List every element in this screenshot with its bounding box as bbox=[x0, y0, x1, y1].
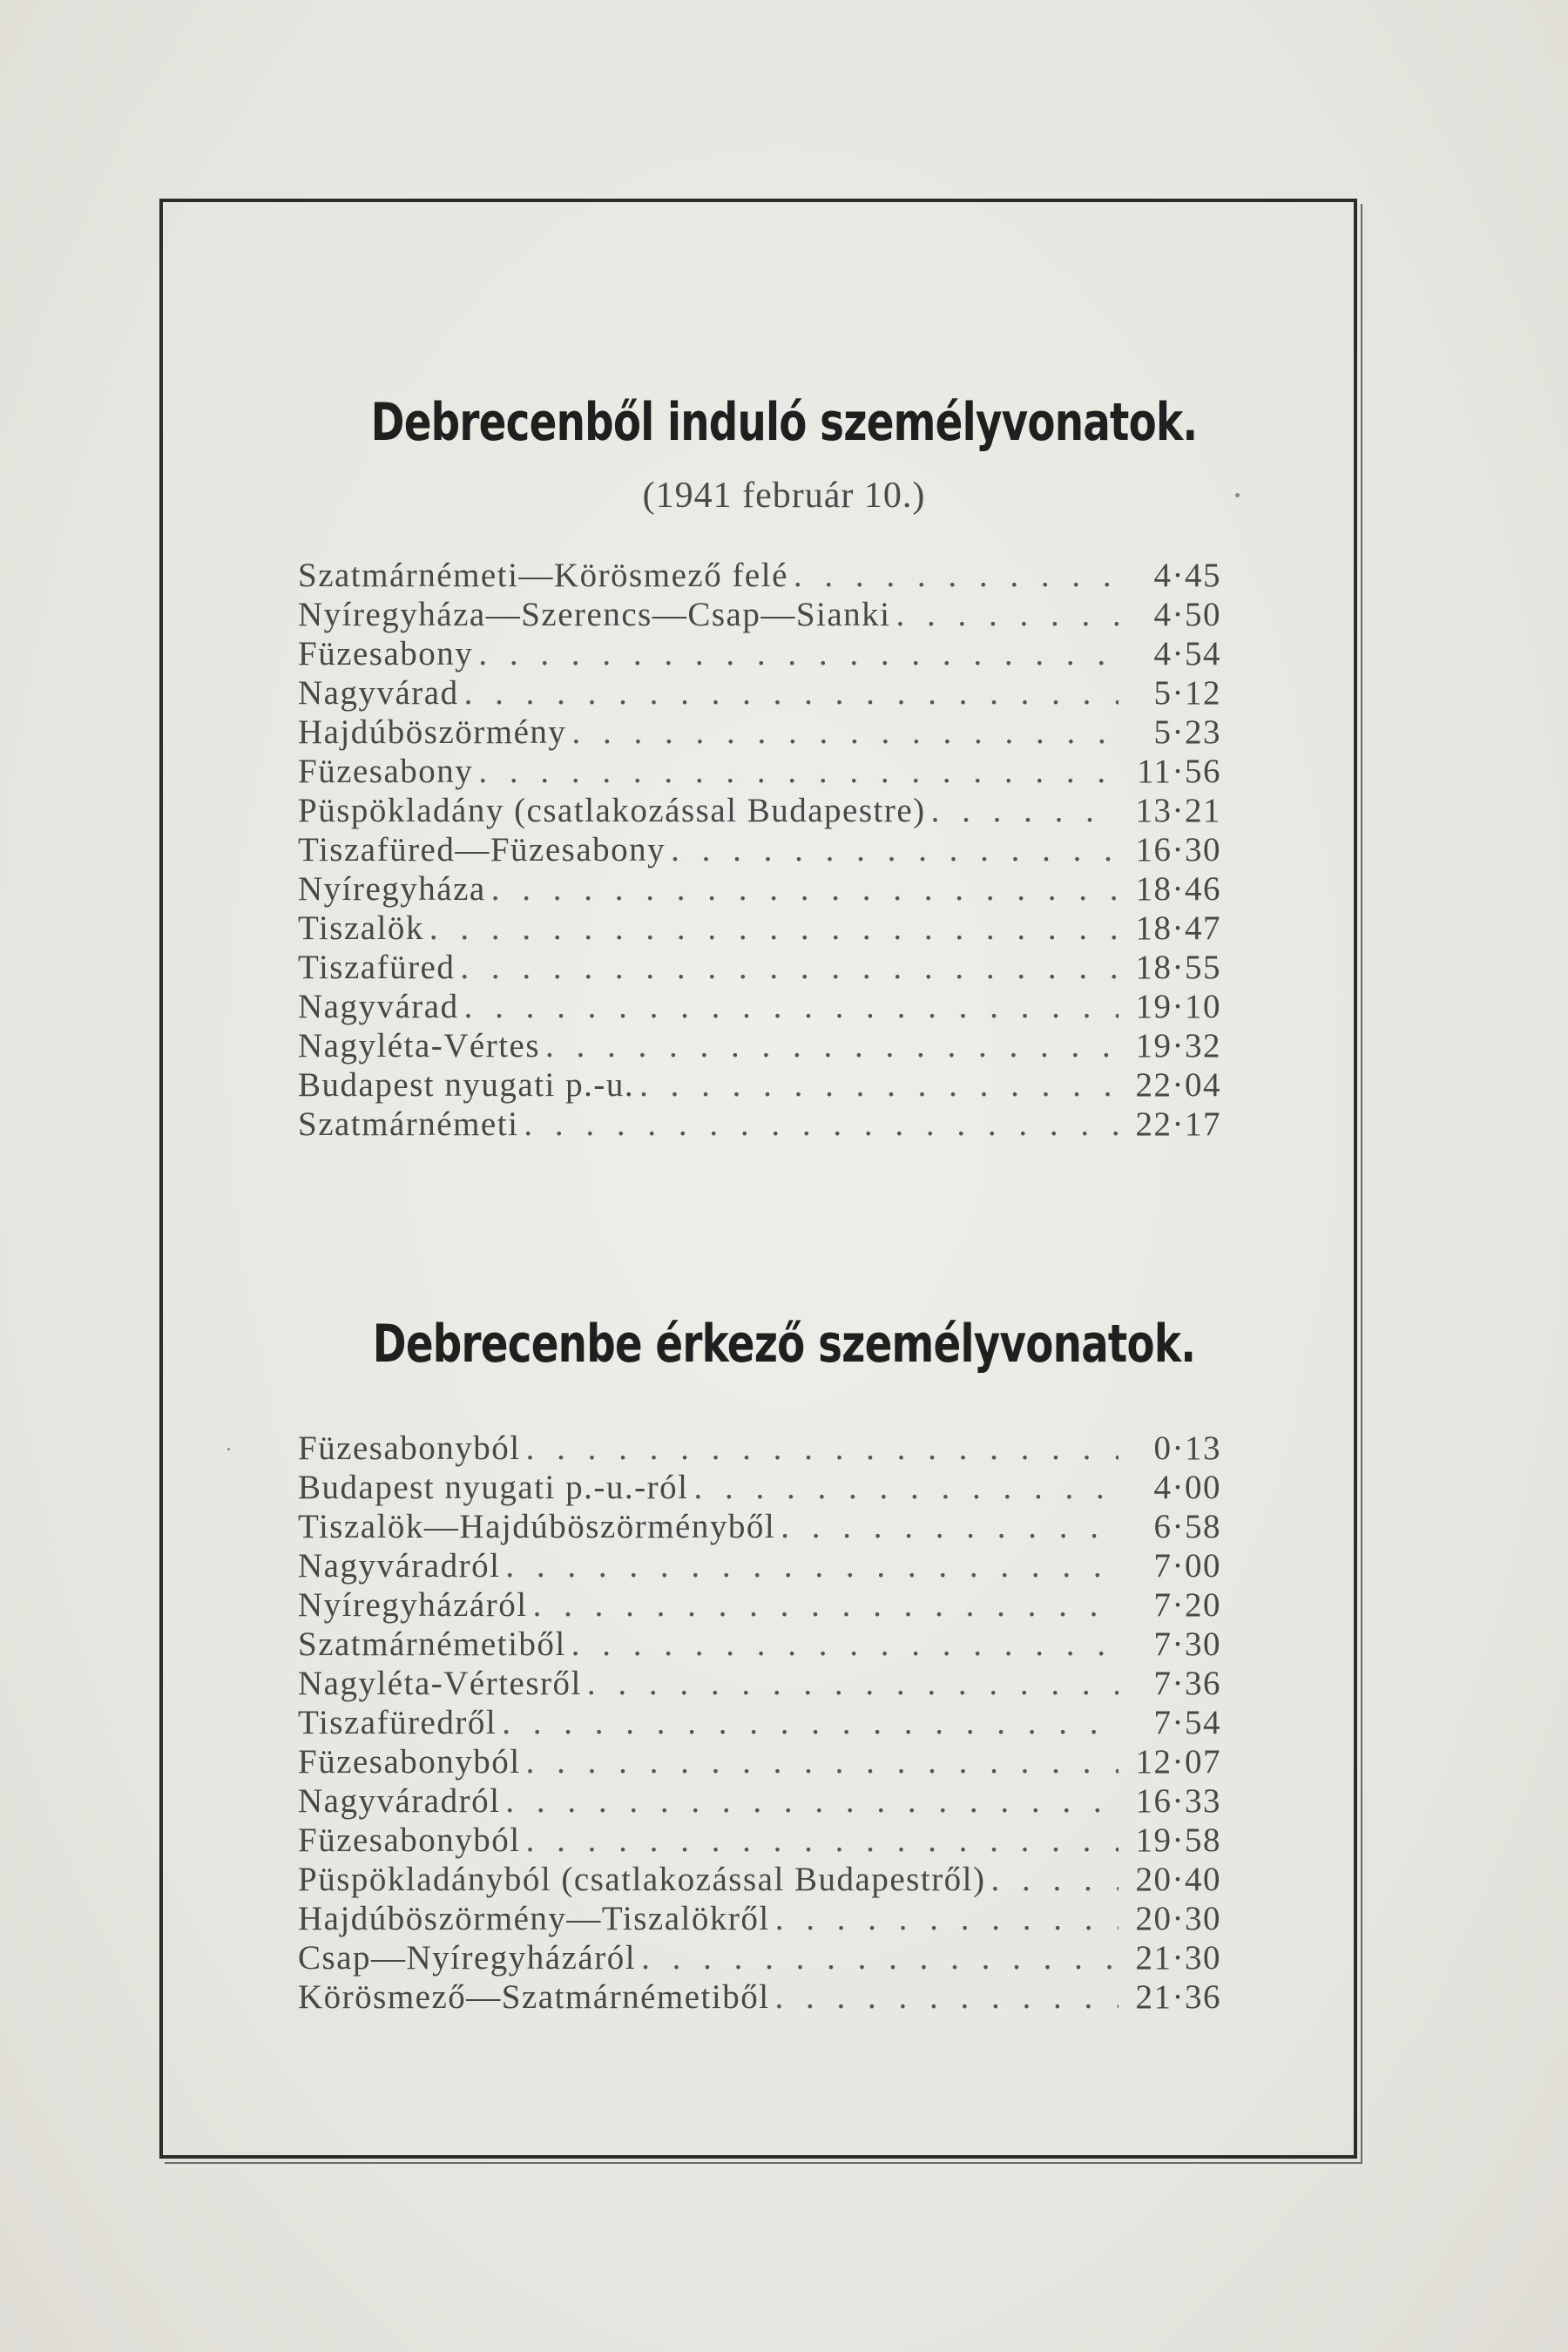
dot-leader bbox=[794, 556, 1119, 595]
dot-leader bbox=[571, 1625, 1119, 1664]
origin: Nyíregyházáról bbox=[298, 1586, 528, 1624]
list-item bbox=[298, 830, 1221, 869]
arrival-time: 7·36 bbox=[1153, 1665, 1221, 1702]
dot-leader bbox=[505, 1781, 1119, 1821]
destination: Füzesabony bbox=[298, 635, 474, 672]
dot-leader bbox=[533, 1585, 1119, 1625]
arrivals-list bbox=[298, 1429, 1221, 2017]
list-item bbox=[298, 1468, 1221, 1507]
dot-leader bbox=[671, 830, 1119, 869]
origin: Füzesabonyból bbox=[298, 1821, 521, 1859]
origin: Körösmező—Szatmárnémetiből bbox=[298, 1978, 770, 2016]
origin: Nagyléta-Vértesről bbox=[298, 1665, 582, 1702]
departures-title: Debrecenből induló személyvonatok. bbox=[370, 392, 1198, 453]
departure-time: 18·46 bbox=[1135, 870, 1221, 908]
dot-leader bbox=[524, 1105, 1119, 1144]
list-item bbox=[298, 673, 1221, 713]
dot-leader bbox=[775, 1899, 1119, 1938]
list-item bbox=[298, 987, 1221, 1026]
departure-time: 22·04 bbox=[1135, 1066, 1221, 1104]
origin: Füzesabonyból bbox=[298, 1743, 521, 1781]
arrival-time: 16·33 bbox=[1135, 1782, 1221, 1820]
origin: Tiszalök—Hajdúböszörményből bbox=[298, 1508, 776, 1545]
list-item bbox=[298, 1625, 1221, 1664]
list-item bbox=[298, 1821, 1221, 1860]
departure-time: 4·50 bbox=[1153, 596, 1221, 633]
origin: Nagyváradról bbox=[298, 1782, 501, 1820]
dot-leader bbox=[464, 987, 1119, 1026]
departure-time: 4·45 bbox=[1153, 557, 1221, 594]
destination: Tiszalök bbox=[298, 909, 424, 947]
dot-leader bbox=[896, 595, 1119, 634]
dot-leader bbox=[571, 713, 1119, 752]
list-item bbox=[298, 948, 1221, 987]
arrival-time: 4·00 bbox=[1153, 1469, 1221, 1506]
departure-time: 18·47 bbox=[1135, 909, 1221, 947]
arrival-time: 12·07 bbox=[1135, 1743, 1221, 1781]
list-item bbox=[298, 1703, 1221, 1742]
departure-time: 19·32 bbox=[1135, 1027, 1221, 1064]
arrival-time: 7·00 bbox=[1153, 1547, 1221, 1585]
dot-leader bbox=[641, 1938, 1119, 1977]
list-item bbox=[298, 1781, 1221, 1821]
departure-time: 19·10 bbox=[1135, 988, 1221, 1025]
list-item bbox=[298, 634, 1221, 673]
dot-leader bbox=[991, 1860, 1119, 1899]
origin: Füzesabonyból bbox=[298, 1429, 521, 1467]
destination: Nagyvárad bbox=[298, 674, 459, 712]
destination: Füzesabony bbox=[298, 753, 474, 790]
destination: Szatmárnémeti—Körösmező felé bbox=[298, 557, 788, 594]
arrival-time: 0·13 bbox=[1153, 1429, 1221, 1467]
departure-time: 16·30 bbox=[1135, 831, 1221, 868]
departure-time: 22·17 bbox=[1135, 1105, 1221, 1143]
origin: Szatmárnémetiből bbox=[298, 1625, 566, 1663]
dot-leader bbox=[639, 1065, 1119, 1105]
list-item bbox=[298, 1105, 1221, 1144]
arrival-time: 21·30 bbox=[1135, 1939, 1221, 1977]
list-item bbox=[298, 1429, 1221, 1468]
list-item bbox=[298, 752, 1221, 791]
dot-leader bbox=[460, 948, 1119, 987]
departure-time: 18·55 bbox=[1135, 949, 1221, 986]
destination: Szatmárnémeti bbox=[298, 1105, 519, 1143]
dot-leader bbox=[478, 752, 1119, 791]
arrival-time: 19·58 bbox=[1135, 1821, 1221, 1859]
departure-time: 4·54 bbox=[1153, 635, 1221, 672]
departure-time: 13·21 bbox=[1135, 792, 1221, 829]
origin: Csap—Nyíregyházáról bbox=[298, 1939, 637, 1977]
departure-time: 11·56 bbox=[1136, 753, 1221, 790]
dot-leader bbox=[931, 791, 1119, 830]
list-item bbox=[298, 1742, 1221, 1781]
arrival-time: 7·20 bbox=[1153, 1586, 1221, 1624]
list-item bbox=[298, 713, 1221, 752]
destination: Tiszafüred—Füzesabony bbox=[298, 831, 666, 868]
dot-leader bbox=[526, 1742, 1119, 1781]
dot-leader bbox=[464, 673, 1119, 713]
list-item bbox=[298, 1507, 1221, 1546]
list-item bbox=[298, 1938, 1221, 1977]
departure-time: 5·23 bbox=[1153, 713, 1221, 751]
dot-leader bbox=[491, 869, 1119, 909]
dot-leader bbox=[526, 1821, 1119, 1860]
destination: Nyíregyháza bbox=[298, 870, 486, 908]
destination: Nagyvárad bbox=[298, 988, 459, 1025]
destination: Budapest nyugati p.-u. bbox=[298, 1066, 635, 1104]
departure-time: 5·12 bbox=[1153, 674, 1221, 712]
list-item bbox=[298, 869, 1221, 909]
origin: Hajdúböszörmény—Tiszalökről bbox=[298, 1900, 770, 1937]
arrivals-title: Debrecenbe érkező személyvonatok. bbox=[372, 1314, 1196, 1375]
departures-list bbox=[298, 556, 1221, 1144]
dot-leader bbox=[781, 1507, 1119, 1546]
list-item bbox=[298, 909, 1221, 948]
arrival-time: 6·58 bbox=[1153, 1508, 1221, 1545]
origin: Nagyváradról bbox=[298, 1547, 501, 1585]
dot-leader bbox=[478, 634, 1119, 673]
destination: Nyíregyháza—Szerencs—Csap—Sianki bbox=[298, 596, 891, 633]
dot-leader bbox=[526, 1429, 1119, 1468]
arrival-time: 21·36 bbox=[1135, 1978, 1221, 2016]
list-item bbox=[298, 1860, 1221, 1899]
arrival-time: 20·40 bbox=[1135, 1861, 1221, 1898]
list-item bbox=[298, 791, 1221, 830]
destination: Tiszafüred bbox=[298, 949, 456, 986]
list-item bbox=[298, 1664, 1221, 1703]
list-item bbox=[298, 1546, 1221, 1585]
timetable-date: (1941 február 10.) bbox=[642, 476, 926, 516]
destination: Püspökladány (csatlakozással Budapestre) bbox=[298, 792, 926, 829]
dot-leader bbox=[505, 1546, 1119, 1585]
list-item bbox=[298, 1585, 1221, 1625]
dot-leader bbox=[429, 909, 1119, 948]
dot-leader bbox=[587, 1664, 1119, 1703]
list-item bbox=[298, 1977, 1221, 2017]
destination: Nagyléta-Vértes bbox=[298, 1027, 541, 1064]
arrival-time: 7·30 bbox=[1153, 1625, 1221, 1663]
arrival-time: 7·54 bbox=[1153, 1704, 1221, 1741]
print-speck bbox=[227, 1448, 230, 1450]
destination: Hajdúböszörmény bbox=[298, 713, 567, 751]
arrival-time: 20·30 bbox=[1135, 1900, 1221, 1937]
dot-leader bbox=[775, 1977, 1119, 2017]
dot-leader bbox=[502, 1703, 1119, 1742]
origin: Budapest nyugati p.-u.-ról bbox=[298, 1469, 689, 1506]
list-item bbox=[298, 1899, 1221, 1938]
list-item bbox=[298, 1065, 1221, 1105]
dot-leader bbox=[545, 1026, 1119, 1065]
origin: Püspökladányból (csatlakozással Budapestről) bbox=[298, 1861, 986, 1898]
list-item bbox=[298, 595, 1221, 634]
dot-leader bbox=[693, 1468, 1119, 1507]
list-item bbox=[298, 1026, 1221, 1065]
list-item bbox=[298, 556, 1221, 595]
origin: Tiszafüredről bbox=[298, 1704, 497, 1741]
